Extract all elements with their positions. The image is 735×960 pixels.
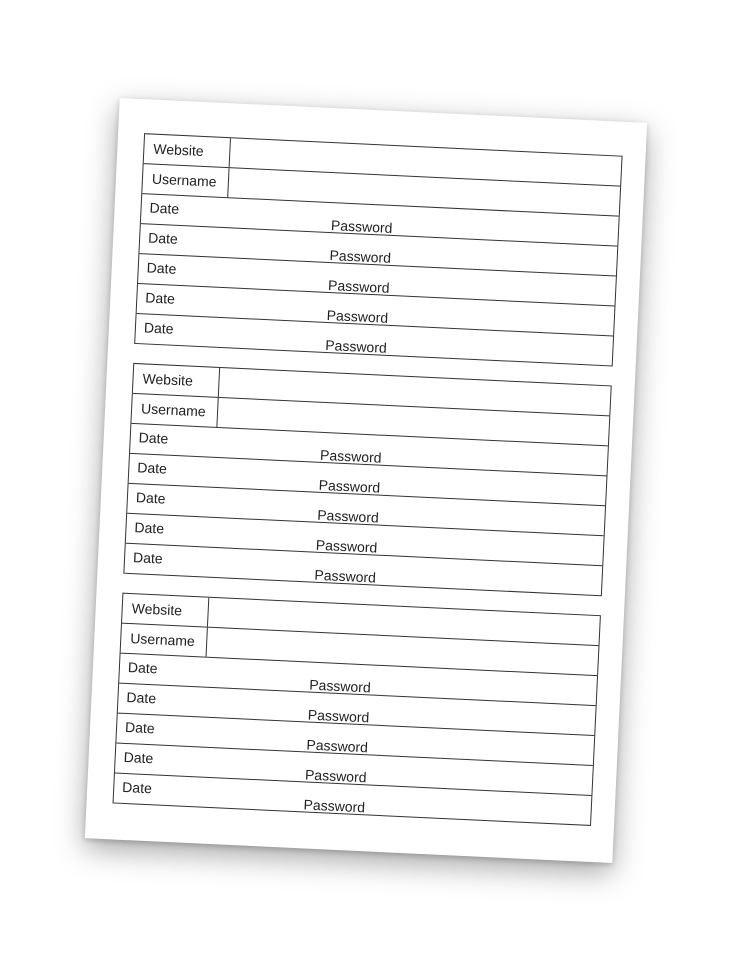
date-label: Date (126, 688, 157, 707)
date-label: Date (132, 549, 164, 567)
date-label: Date (124, 718, 156, 737)
password-label: Password (316, 506, 380, 526)
password-label: Password (329, 247, 392, 266)
password-entry-block (123, 363, 611, 596)
password-label: Password (306, 736, 369, 756)
date-label: Date (145, 289, 176, 307)
password-label: Password (319, 446, 382, 466)
password-label: Password (303, 796, 366, 816)
date-label: Date (127, 659, 158, 677)
username-label: Username (131, 394, 218, 427)
password-label: Password (304, 766, 367, 786)
date-label: Date (149, 199, 180, 217)
password-label: Password (314, 566, 377, 586)
password-label: Password (308, 676, 372, 696)
date-label: Date (121, 778, 153, 797)
date-label: Date (136, 459, 168, 477)
password-label: Password (327, 277, 390, 296)
website-label: Website (122, 594, 209, 627)
password-entry-block (134, 133, 622, 366)
password-label: Password (315, 536, 378, 556)
date-label: Date (135, 489, 166, 507)
password-label: Password (324, 336, 388, 356)
password-label: Password (330, 217, 393, 236)
date-label: Date (134, 519, 165, 537)
date-label: Date (147, 229, 179, 247)
date-label: Date (123, 748, 154, 767)
password-log-sheet (85, 98, 647, 863)
date-label: Date (143, 319, 174, 337)
password-entry-block (113, 593, 601, 826)
password-label: Password (326, 306, 389, 326)
username-label: Username (142, 164, 229, 197)
website-label: Website (133, 364, 220, 397)
date-label: Date (146, 259, 177, 277)
password-label: Password (318, 476, 381, 496)
website-label: Website (144, 134, 231, 167)
username-label: Username (121, 624, 208, 657)
date-label: Date (138, 429, 169, 447)
password-label: Password (307, 706, 370, 726)
